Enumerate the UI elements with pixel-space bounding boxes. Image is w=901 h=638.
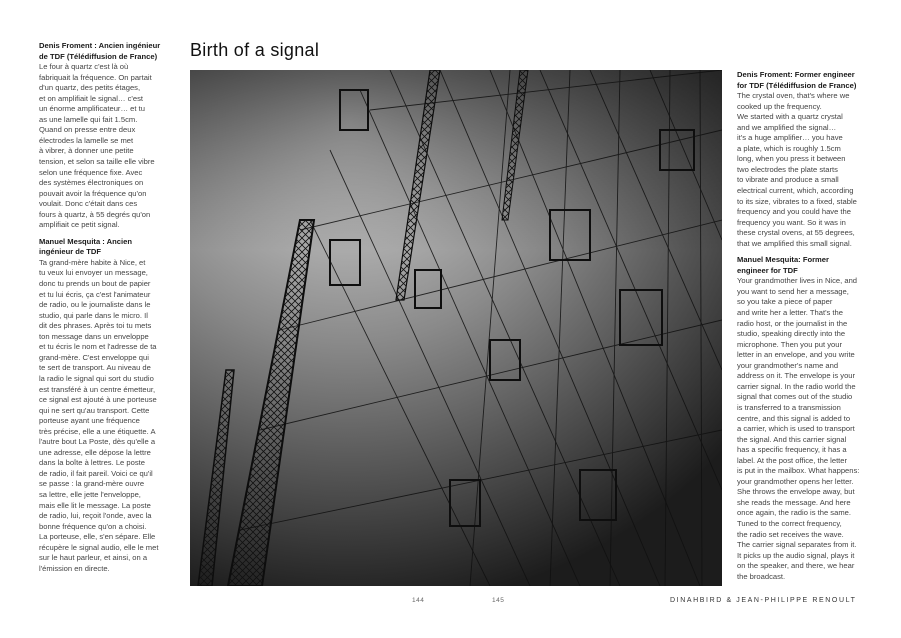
interview-text: The crystal oven, that's where we cooked up the frequency. We started with a quartz crystal and we amplified the signal… it's a huge amplifier… you have a plate, which is roughly 1.5cm long, when you press it between two electrodes the plate starts to vibrate and produce a small electrical current, which, according to its size, vibrates to a fixed, stable frequency and you could have the frequency you want. So it was in these crystal ovens, at 55 degrees, that we amplified this small signal. — [737, 91, 857, 248]
interview-block — [737, 255, 873, 582]
author-credit: DINAHBIRD & JEAN-PHILIPPE RENOULT — [670, 597, 857, 604]
interview-text: Le four à quartz c'est là où fabriquait la fréquence. On partait d'un quartz, des petits étages, et on amplifiait le signal… c'est un énorme amplificateur… et tu as une lamelle qui fait 1.5cm. Quand on presse entre deux électrodes la lamelle se met à vibrer, à donner une petite tension, et selon sa taille elle vibre selon une fréquence fixe. Avec des systèmes électroniques on pouvait avoir la fréquence qu'on voulait. Donc c'était dans ces fours à quartz, à 55 degrés qu'on amplifiait ce petit signal. — [39, 62, 155, 230]
page-title: Birth of a signal — [190, 40, 320, 60]
interview-block — [737, 70, 873, 249]
page-number-right: 145 — [492, 597, 505, 604]
interview-block — [39, 41, 175, 231]
interview-text: Your grandmother lives in Nice, and you want to send her a message, so you take a piece of paper and write her a letter. That's the radio host, or the journalist in the studio, speaking directly into the microphone. Then you put your letter in an envelope, and you write your grandmother's name and address on it. The envelope is your carrier signal. In the radio world the signal that comes out of the studio is transferred to a transmission centre, and this signal is added to a carrier, which is used to transport the signal. And this carrier signal has a specific frequency, it has a label. At the post office, the letter is put in the mailbox. What happens: your grandmother opens her letter. She throws the envelope away, but she reads the message. And here once again, the radio is the same. Tuned to the correct frequency, the radio set receives the wave. The carrier signal separates from it. It picks up the audio signal, plays it on the speaker, and there, we hear the broadcast. — [737, 276, 860, 581]
antenna-photo-illustration — [190, 70, 722, 586]
right-column-english — [737, 70, 873, 588]
page-number-left: 144 — [412, 597, 425, 604]
speaker-name: Denis Froment: Former engineer for TDF (Télédiffusion de France) — [737, 70, 857, 90]
interview-block — [39, 237, 175, 575]
speaker-name: Denis Froment : Ancien ingénieur de TDF (Télédiffusion de France) — [39, 41, 161, 61]
interview-text: Ta grand-mère habite à Nice, et tu veux lui envoyer un message, donc tu prends un bout de papier et tu lui écris, ça c'est l'animateur de radio, ou le journaliste dans le studio, qui parle dans le micro. Il dit des phrases. Après toi tu mets ton message dans un enveloppe et tu écris le nom et l'adresse de ta grand-mère. C'est enveloppe qui te sert de transport. Au niveau de la radio le signal qui sort du studio est transféré à un centre émetteur, ce signal est ajouté à une porteuse qui ne sert qu'au transport. Cette porteuse ayant une fréquence très précise, elle a une étiquette. A l'autre bout La Poste, dès qu'elle a une adresse, elle dépose la lettre dans la boîte à lettres. Le poste de radio, il fait pareil. Voici ce qu'il se passe : la grand-mère ouvre sa lettre, elle jette l'enveloppe, mais elle lit le message. La poste de radio, lui, reçoit l'onde, avec la bonne fréquence qu'on a choisi. La porteuse, elle, s'en sépare. Elle récupère le signal audio, elle le met sur le haut parleur, et ainsi, on a l'émission en directe. — [39, 257, 159, 573]
left-column-french — [39, 41, 175, 580]
speaker-name: Manuel Mesquita: Former engineer for TDF — [737, 255, 829, 275]
antenna-photograph — [190, 70, 722, 586]
speaker-name: Manuel Mesquita : Ancien ingénieur de TDF — [39, 236, 132, 257]
